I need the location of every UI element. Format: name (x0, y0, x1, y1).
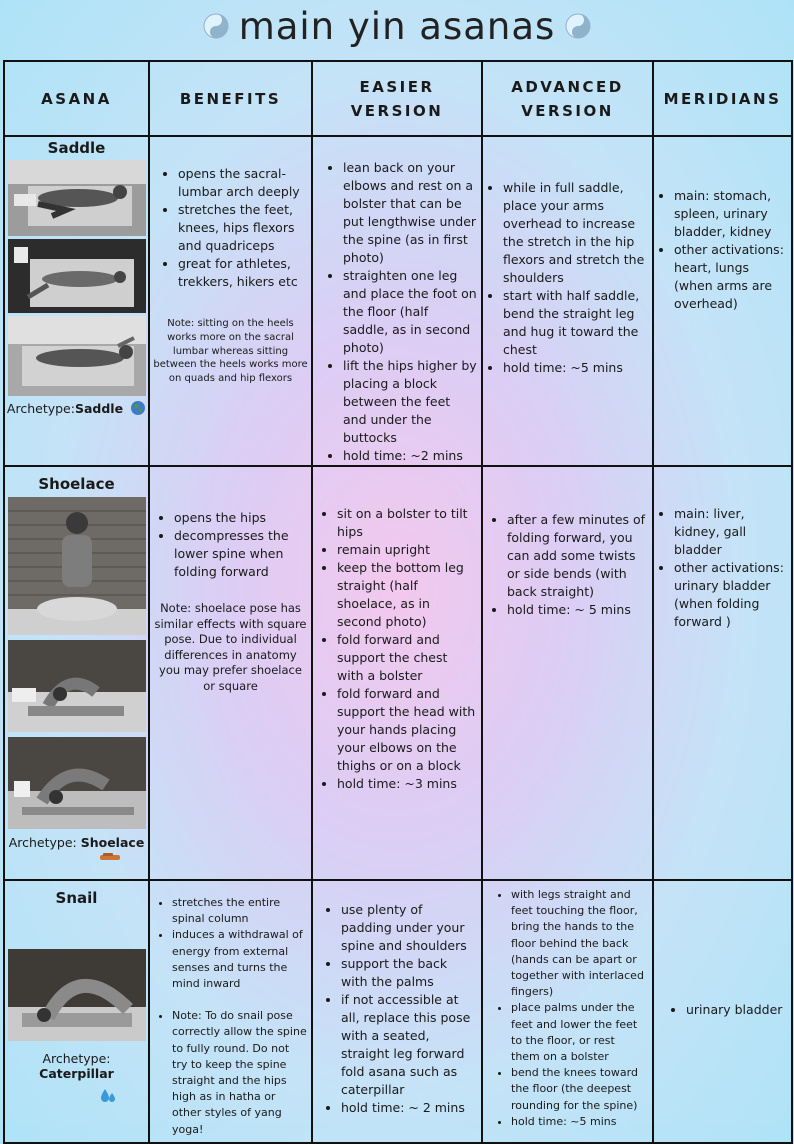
snail-photo (8, 949, 146, 1041)
benefits-cell-snail (149, 880, 312, 1143)
list-item: • straighten one leg and place the foot on the floor (half saddle, as in second photo) (343, 267, 477, 357)
header-advanced-version: ADVANCED VERSION (482, 61, 653, 136)
archetype-label: Archetype:Saddle (5, 400, 148, 416)
pose-name: Snail (55, 889, 98, 907)
list-item: • urinary bladder (686, 1001, 791, 1019)
saddle-photo-1 (8, 160, 146, 236)
list-item: • stretches the entire spinal column (172, 895, 307, 927)
asana-cell-shoelace (4, 466, 149, 880)
easier-cell-saddle (312, 136, 482, 466)
table-row (4, 136, 792, 466)
shoelace-icon (99, 852, 121, 862)
list-item: • sit on a bolster to tilt hips (337, 505, 477, 541)
list-item: • after a few minutes of folding forward, you can add some twists or side bends (with back straight) (507, 511, 646, 601)
easier-cell-snail (312, 880, 482, 1143)
list-item: • main: stomach, spleen, urinary bladder, kidney (674, 187, 789, 241)
list-item: • fold forward and support the chest with a bolster (337, 631, 477, 685)
list-item: • start with half saddle, bend the straight leg and hug it toward the chest (503, 287, 648, 359)
list-item: • induces a withdrawal of energy from external senses and turns the mind inward (172, 927, 307, 992)
yin-yang-icon (203, 13, 229, 39)
saddle-photo-3 (8, 316, 146, 396)
page-header (0, 0, 794, 52)
benefits-note: • Note: To do snail pose correctly allow the spine to fully round. Do not try to keep the spine straight and the hips high as in hatha or other styles of yang yoga! (172, 1008, 307, 1138)
list-item: • opens the hips (174, 509, 307, 527)
meridians-cell-shoelace (653, 466, 792, 880)
pose-name: Saddle (47, 139, 106, 157)
list-item: • hold time: ~ 5 mins (507, 601, 646, 619)
list-item: • bend the knees toward the floor (the deepest rounding for the spine) (511, 1065, 644, 1114)
advanced-cell-saddle (482, 136, 653, 466)
yin-yang-icon (565, 13, 591, 39)
table-header-row (4, 61, 792, 136)
benefits-cell-saddle (149, 136, 312, 466)
benefits-note: Note: shoelace pose has similar effects with square pose. Due to individual differences in anatomy you may prefer shoelace or square (154, 601, 307, 693)
list-item: • opens the sacral-lumbar arch deeply (178, 165, 311, 201)
list-item: • fold forward and support the head with your hands placing your elbows on the thighs or on a block (337, 685, 477, 775)
archetype-label: Archetype: Shoelace (8, 835, 145, 850)
list-item: • other activations: heart, lungs (when arms are overhead) (674, 241, 789, 313)
shoelace-photo-3 (8, 737, 146, 829)
list-item: • place palms under the feet and lower the feet to the floor, or rest them on a bolster (511, 1000, 644, 1065)
list-item: • while in full saddle, place your arms overhead to increase the stretch in the hip flexors and stretch the shoulders (503, 179, 648, 287)
list-item: • main: liver, kidney, gall bladder (674, 505, 787, 559)
header-benefits: BENEFITS (149, 61, 312, 136)
list-item: • hold time: ~5 mins (503, 359, 648, 377)
list-item: • lean back on your elbows and rest on a bolster that can be put lengthwise under the spine (as in first photo) (343, 159, 477, 267)
globe-icon (130, 400, 146, 416)
benefits-cell-shoelace (149, 466, 312, 880)
list-item: • hold time: ~ 2 mins (341, 1099, 475, 1117)
list-item: • hold time: ~2 mins (343, 447, 477, 465)
list-item: • hold time: ~3 mins (337, 775, 477, 793)
asana-cell-saddle (4, 136, 149, 466)
asana-cell-snail (4, 880, 149, 1143)
asana-table (3, 60, 793, 1144)
saddle-photo-2 (8, 239, 146, 313)
header-easier-version: EASIER VERSION (312, 61, 482, 136)
header-asana: ASANA (4, 61, 149, 136)
list-item: • great for athletes, trekkers, hikers etc (178, 255, 311, 291)
list-item: • support the back with the palms (341, 955, 475, 991)
list-item: • keep the bottom leg straight (half shoelace, as in second photo) (337, 559, 477, 631)
list-item: • with legs straight and feet touching the floor, bring the hands to the floor behind the back (hands can be apart or together with interlaced fingers) (511, 887, 644, 1000)
table-row (4, 466, 792, 880)
pose-name: Shoelace (38, 475, 115, 493)
benefits-note: Note: sitting on the heels works more on the sacral lumbar whereas sitting between the heels works more on quads and hip flexors (153, 318, 308, 385)
table-row (4, 880, 792, 1143)
meridians-cell-saddle (653, 136, 792, 466)
advanced-cell-shoelace (482, 466, 653, 880)
advanced-cell-snail (482, 880, 653, 1143)
header-meridians: MERIDIANS (653, 61, 792, 136)
list-item: • hold time: ~5 mins (511, 1114, 644, 1130)
list-item: • remain upright (337, 541, 477, 559)
shoelace-photo-2 (8, 640, 146, 732)
water-drop-icon (98, 1087, 118, 1107)
shoelace-photo-1 (8, 497, 146, 635)
list-item: • other activations: urinary bladder (when folding forward ) (674, 559, 787, 631)
list-item: • use plenty of padding under your spine and shoulders (341, 901, 475, 955)
easier-cell-shoelace (312, 466, 482, 880)
list-item: • lift the hips higher by placing a block between the feet and under the buttocks (343, 357, 477, 447)
page-title: main yin asanas (238, 4, 556, 48)
list-item: • decompresses the lower spine when folding forward (174, 527, 307, 581)
list-item: • stretches the feet, knees, hips flexors and quadriceps (178, 201, 311, 255)
list-item: • if not accessible at all, replace this pose with a seated, straight leg forward fold asana such as caterpillar (341, 991, 475, 1099)
meridians-cell-snail (653, 880, 792, 1143)
archetype-label: Archetype: Caterpillar (39, 1051, 114, 1081)
